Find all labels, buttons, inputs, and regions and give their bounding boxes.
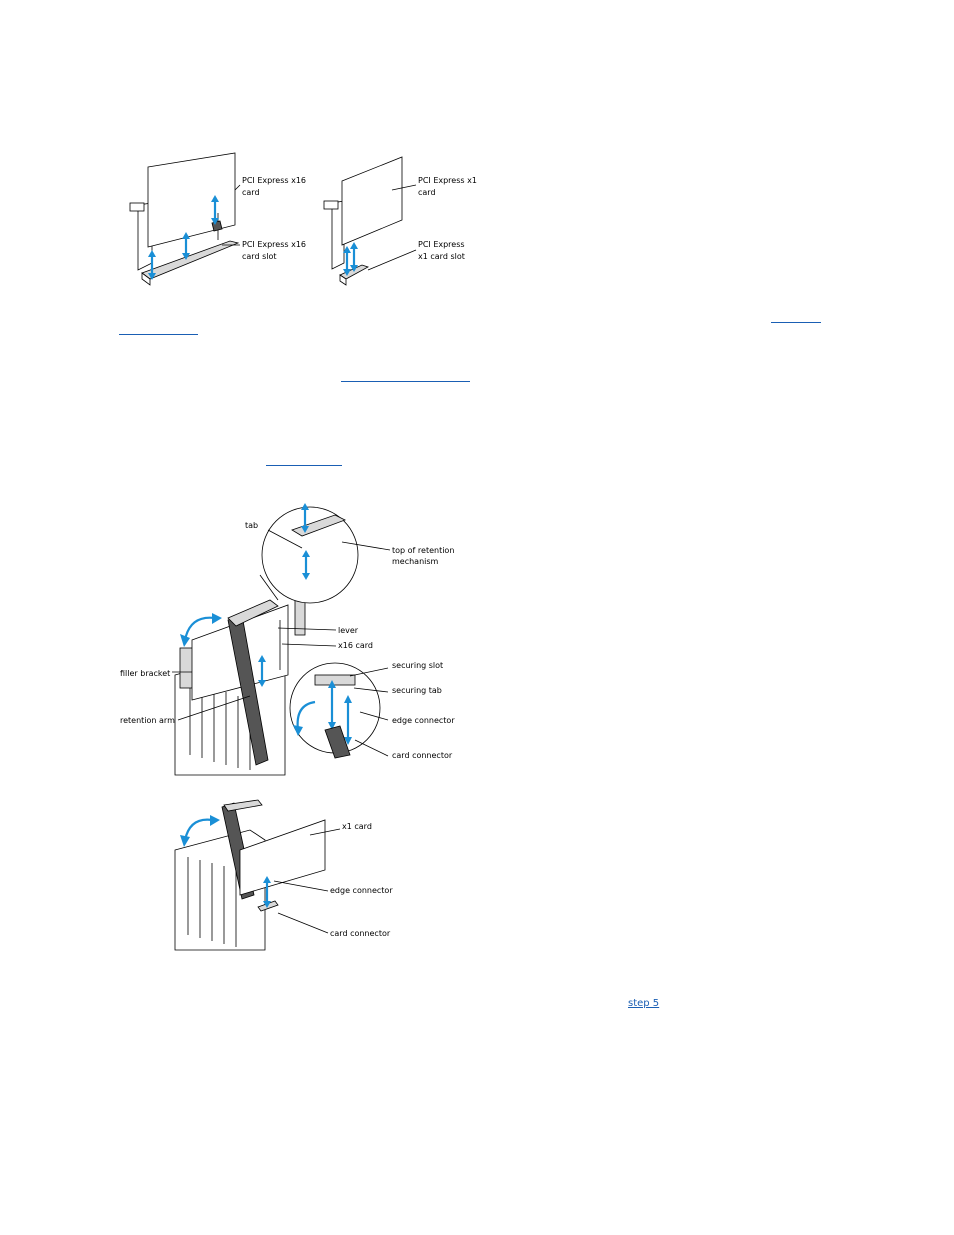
x1-card-label-line2: card xyxy=(418,188,436,197)
securing-slot-label: securing slot xyxy=(392,661,444,670)
x1-card-illustration xyxy=(324,157,416,285)
step-5-link[interactable]: step 5 xyxy=(628,998,660,1009)
tab-label: tab xyxy=(245,521,259,530)
x16-card-label: x16 card xyxy=(338,641,373,650)
link-underline-2[interactable] xyxy=(341,381,470,382)
x16-card-illustration xyxy=(130,153,240,285)
edge-connector-label-2: edge connector xyxy=(330,886,393,895)
edge-connector-label: edge connector xyxy=(392,716,455,725)
link-underline-3[interactable] xyxy=(266,465,342,466)
x1-card-label-line1: PCI Express x1 xyxy=(418,176,477,185)
link-underline-1a[interactable] xyxy=(771,322,821,323)
card-connector-label-2: card connector xyxy=(330,929,391,938)
x16-card-label-line1: PCI Express x16 xyxy=(242,176,307,185)
x16-card-retention-figure xyxy=(110,500,470,780)
top-retention-label-line2: mechanism xyxy=(392,557,439,566)
x1-card-install-figure xyxy=(170,795,430,955)
retention-arm-label: retention arm xyxy=(120,716,175,725)
x1-slot-label-line2: x1 card slot xyxy=(418,252,465,261)
x16-retention-illustration xyxy=(172,503,390,775)
x16-slot-label-line1: PCI Express x16 xyxy=(242,240,307,249)
securing-tab-label: securing tab xyxy=(392,686,442,695)
x16-card-label-line2: card xyxy=(242,188,260,197)
x1-card-label: x1 card xyxy=(342,822,372,831)
top-retention-label-line1: top of retention xyxy=(392,546,455,555)
link-underline-1b[interactable] xyxy=(119,334,198,335)
card-connector-label: card connector xyxy=(392,751,453,760)
filler-bracket-label: filler bracket xyxy=(120,669,171,678)
x16-slot-label-line2: card slot xyxy=(242,252,277,261)
x1-slot-label-line1: PCI Express xyxy=(418,240,465,249)
pci-express-cards-figure xyxy=(110,145,490,295)
x1-install-illustration xyxy=(175,800,340,950)
lever-label: lever xyxy=(338,626,359,635)
